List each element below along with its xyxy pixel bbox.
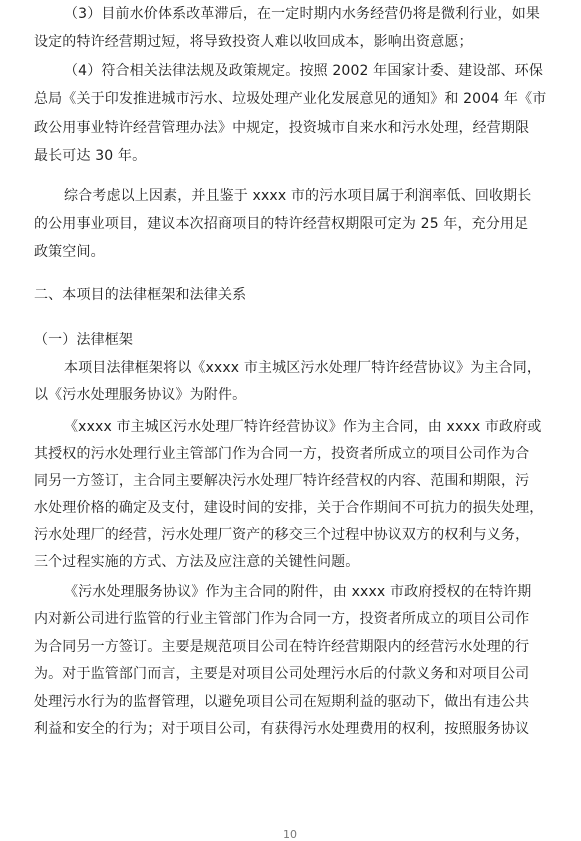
paragraph-line: 三个过程实施的方式、方法及应注意的关键性问题。 [34,554,360,570]
paragraph-line: 政公用事业特许经营管理办法》中规定，投资城市自来水和污水处理，经营期限 [34,120,530,136]
subsection-heading: （一）法律框架 [34,332,134,348]
paragraph-line: 处理污水行为的监督管理，以避免项目公司在短期利益的驱动下，做出有违公共 [34,694,530,710]
paragraph-line: 的公用事业项目，建议本次招商项目的特许经营权期限可定为 25 年，充分用足 [34,216,529,232]
paragraph-line: 内对新公司进行监管的行业主管部门作为合同一方，投资者所成立的项目公司作 [34,611,530,627]
paragraph-line: 为。对于监管部门而言，主要是对项目公司处理污水后的付款义务和对项目公司 [34,666,530,682]
paragraph-line: 《污水处理服务协议》作为主合同的附件，由 xxxx 市政府授权的在特许期 [64,584,532,600]
paragraph-line: 政策空间。 [34,244,105,260]
paragraph-line: 其授权的污水处理行业主管部门作为合同一方，投资者所成立的项目公司作为合 [34,446,530,462]
paragraph-line: 《xxxx 市主城区污水处理厂特许经营协议》作为主合同，由 xxxx 市政府或 [64,419,542,435]
paragraph-line: 本项目法律框架将以《xxxx 市主城区污水处理厂特许经营协议》为主合同， [64,360,541,376]
section-heading: 二、本项目的法律框架和法律关系 [34,287,247,303]
paragraph-line: 最长可达 30 年。 [34,148,147,164]
paragraph-line: 同另一方签订，主合同主要解决污水处理厂特许经营权的内容、范围和期限，污 [34,473,530,489]
paragraph-line: 以《污水处理服务协议》为附件。 [34,387,247,403]
paragraph-line: （3）目前水价体系改革滞后，在一定时期内水务经营仍将是微利行业，如果 [64,6,541,22]
paragraph-line: （4）符合相关法律法规及政策规定。按照 2002 年国家计委、建设部、环保 [64,63,543,79]
paragraph-line: 污水处理厂的经营，污水处理厂资产的移交三个过程中协议双方的权利与义务， [34,527,530,543]
paragraph-line: 总局《关于印发推进城市污水、垃圾处理产业化发展意见的通知》和 2004 年《市 [34,91,547,107]
paragraph-line: 为合同另一方签订。主要是规范项目公司在特许经营期限内的经营污水处理的行 [34,639,530,655]
page-number: 10 [283,828,297,841]
paragraph-line: 利益和安全的行为；对于项目公司，有获得污水处理费用的权利，按照服务协议 [34,721,530,737]
paragraph-line: 设定的特许经营期过短，将导致投资人难以收回成本，影响出资意愿； [34,34,473,50]
paragraph-line: 综合考虑以上因素，并且鉴于 xxxx 市的污水项目属于利润率低、回收期长 [64,188,532,204]
paragraph-line: 水处理价格的确定及支付，建设时间的安排，关于合作期间不可抗力的损失处理， [34,500,544,516]
